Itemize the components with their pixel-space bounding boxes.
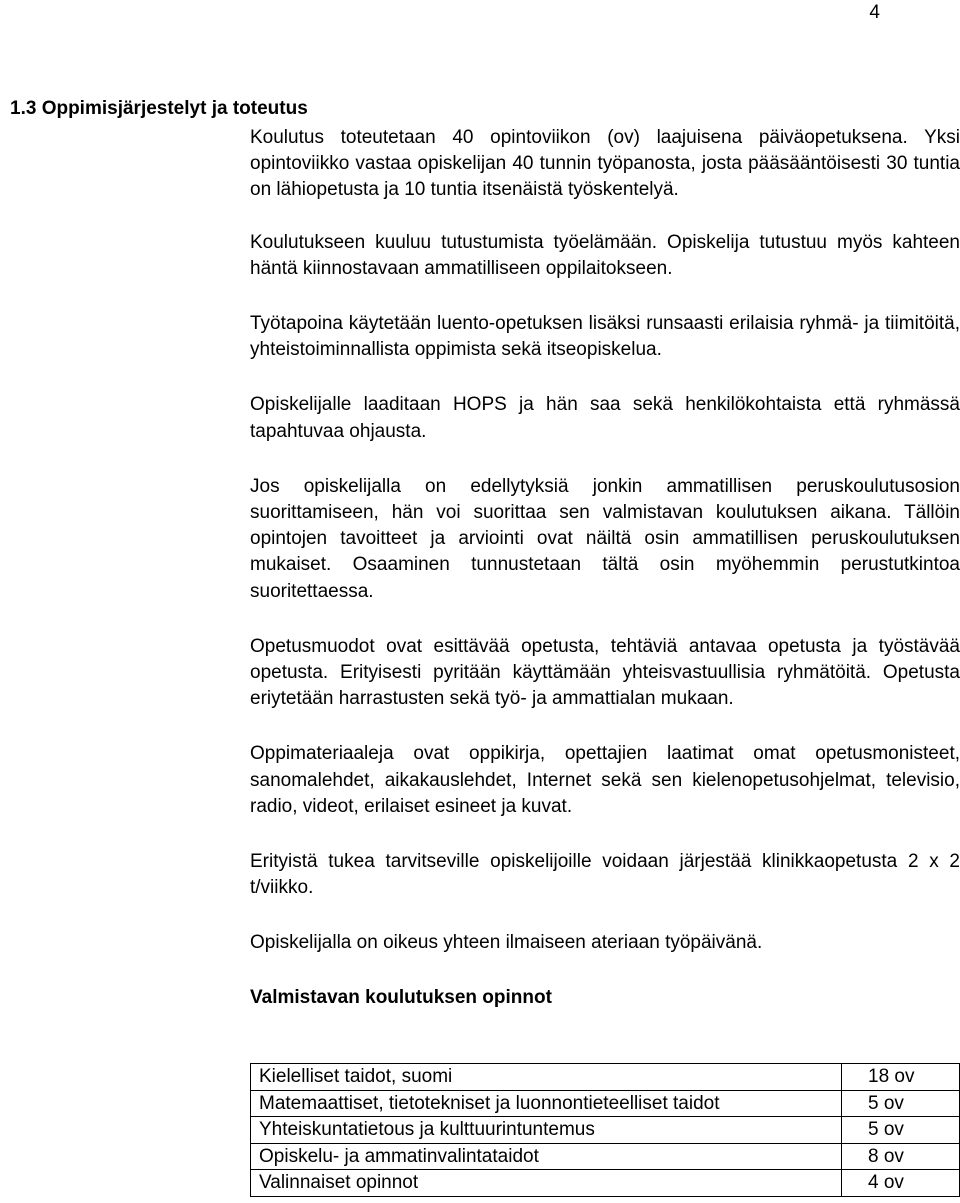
table-row [251, 1170, 960, 1197]
study-credits: 5 ov [842, 1117, 960, 1144]
paragraph-free-meal: Opiskelijalla on oikeus yhteen ilmaiseen ateriaan työpäivänä. [250, 932, 763, 954]
study-name: Valinnaiset opinnot [251, 1170, 842, 1197]
study-credits: 5 ov [842, 1090, 960, 1117]
table-row [251, 1064, 960, 1091]
study-name: Kielelliset taidot, suomi [251, 1064, 842, 1091]
paragraph-hops-guidance: Opiskelijalle laaditaan HOPS ja hän saa sekä henkilökohtaista että ryhmässä tapahtuvaa ohjausta. [250, 394, 960, 442]
table-row [251, 1117, 960, 1144]
study-name: Yhteiskuntatietous ja kulttuurintuntemus [251, 1117, 842, 1144]
studies-table [250, 1063, 960, 1197]
paragraph-course-scope: Koulutus toteutetaan 40 opintoviikon (ov) laajuisena päiväopetuksena. Yksi opintoviikko vastaa opiskelijan 40 tunnin työpanosta, josta pääsääntöisesti 30 tuntia on lähiopetusta ja 10 tuntia itsenäistä työskentelyä. [250, 127, 960, 201]
paragraph-working-methods: Työtapoina käytetään luento-opetuksen lisäksi runsaasti erilaisia ryhmä- ja tiimitöitä, yhteistoiminnallista oppimista sekä itseopiskelua. [250, 313, 960, 361]
table-row [251, 1143, 960, 1170]
study-name: Opiskelu- ja ammatinvalintataidot [251, 1143, 842, 1170]
table-row [251, 1090, 960, 1117]
paragraph-learning-materials: Oppimateriaaleja ovat oppikirja, opettajien laatimat omat opetusmonisteet, sanomalehdet, aikakauslehdet, Internet sekä sen kielenopetusohjelmat, televisio, radio, videot, erilaiset esineet ja kuvat. [250, 743, 960, 817]
paragraph-special-support: Erityistä tukea tarvitseville opiskelijoille voidaan järjestää klinikkaopetusta 2 x 2 t/viikko. [250, 851, 960, 899]
paragraph-teaching-forms: Opetusmuodot ovat esittävää opetusta, tehtäviä antavaa opetusta ja työstävää opetusta. Erityisesti pyritään käyttämään yhteisvastuullisia ryhmätöitä. Opetusta eriytetään harrastusten sekä työ- ja ammattialan mukaan. [250, 635, 960, 710]
section-heading: 1.3 Oppimisjärjestelyt ja toteutus [10, 98, 308, 119]
document-body [250, 125, 960, 1010]
paragraph-working-life: Koulutukseen kuuluu tutustumista työelämään. Opiskelija tutustuu myös kahteen häntä kiinnostavaan ammatilliseen oppilaitokseen. [250, 231, 960, 279]
page-number: 4 [869, 2, 880, 23]
paragraph-vocational-modules: Jos opiskelijalla on edellytyksiä jonkin ammatillisen peruskoulutusosion suorittamiseen, hän voi suorittaa sen valmistavan koulutuksen aikana. Tällöin opintojen tavoitteet ja arviointi ovat näiltä osin ammatillisen peruskoulutuksen mukaiset. Osaaminen tunnustetaan tältä osin myöhemmin perustutkintoa suoritettaessa. [250, 475, 960, 602]
study-credits: 4 ov [842, 1170, 960, 1197]
studies-heading: Valmistavan koulutuksen opinnot [250, 986, 552, 1008]
study-credits: 8 ov [842, 1143, 960, 1170]
study-name: Matemaattiset, tietotekniset ja luonnontieteelliset taidot [251, 1090, 842, 1117]
study-credits: 18 ov [842, 1064, 960, 1091]
